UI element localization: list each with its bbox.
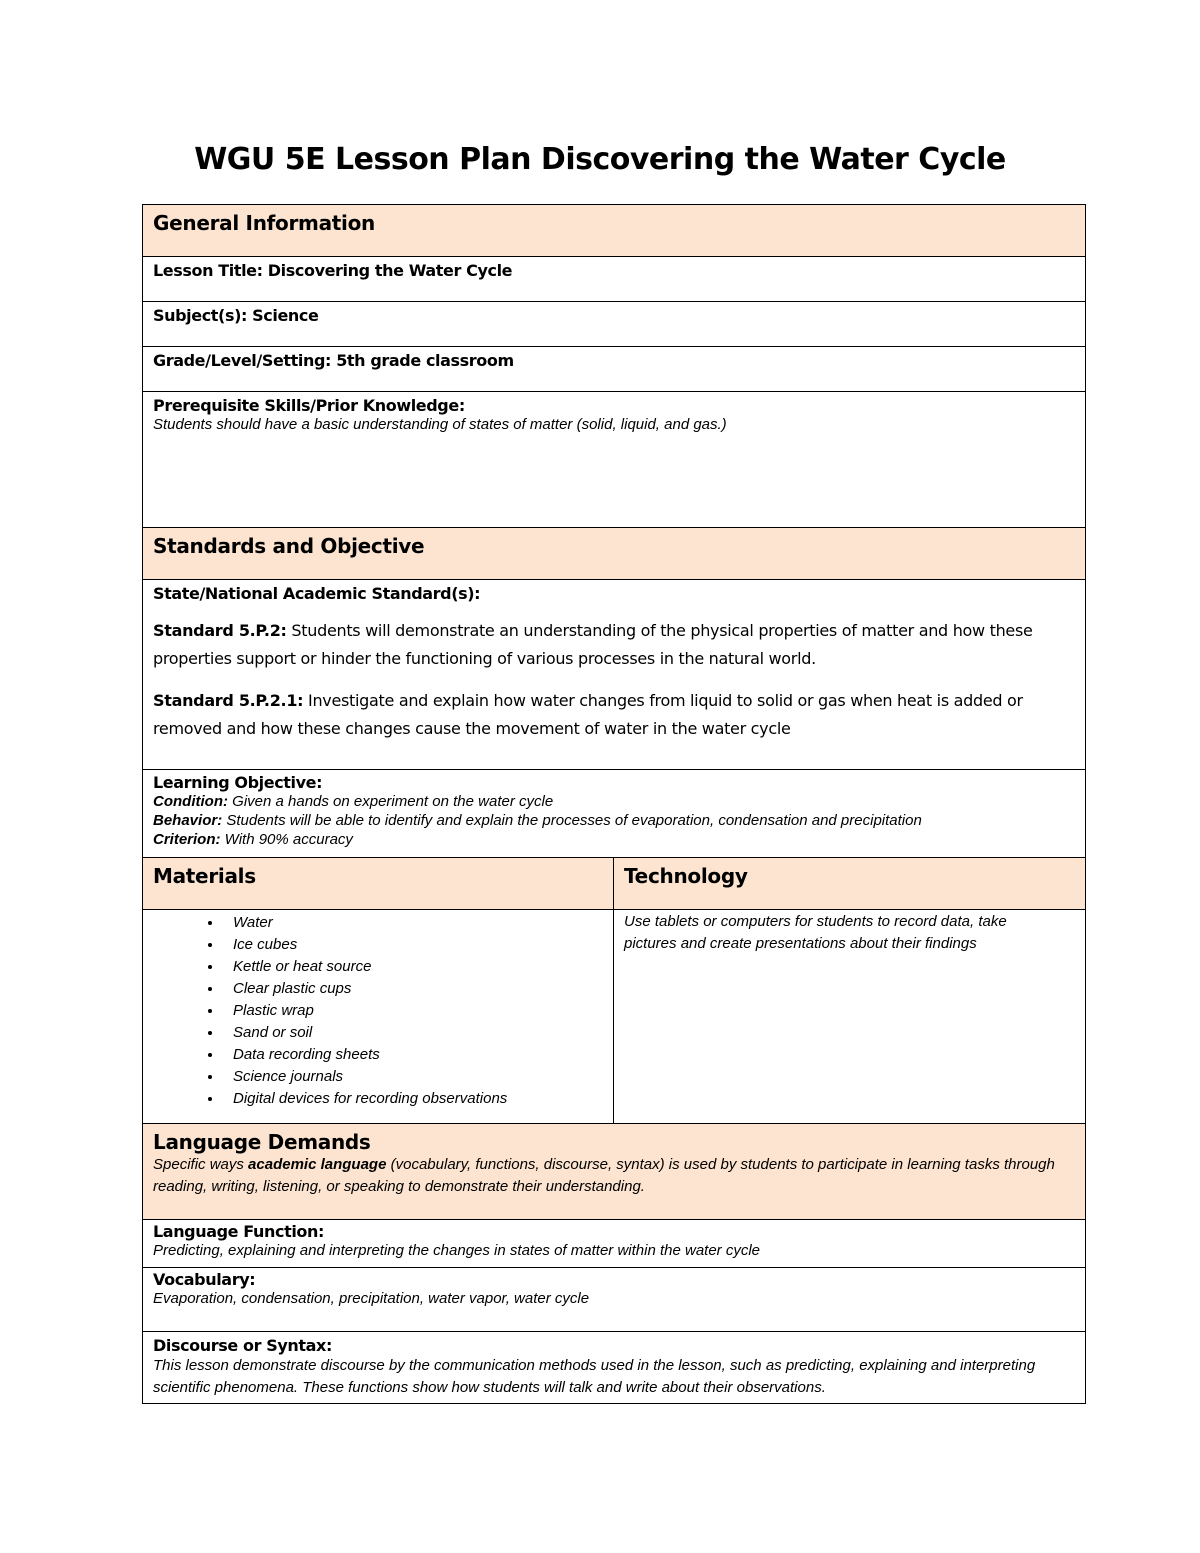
list-item: • Plastic wrap [223, 1000, 603, 1022]
section-heading: Technology [624, 864, 748, 888]
standards-row [142, 579, 1086, 769]
standard-label: Standard 5.P.2: [153, 621, 287, 640]
discourse-row [142, 1331, 1086, 1403]
section-heading: Materials [153, 864, 256, 888]
language-description [153, 1154, 1075, 1198]
condition [153, 792, 1075, 811]
behavior-text: Students will be able to identify and explain the processes of evaporation, condensation and precipitation [222, 812, 922, 829]
language-demands-header [142, 1123, 1086, 1219]
discourse-label: Discourse or Syntax: [153, 1336, 332, 1355]
criterion-label: Criterion: [153, 831, 221, 848]
list-item: • Clear plastic cups [223, 978, 603, 1000]
standard-text: Investigate and explain how water changes from liquid to solid or gas when heat is added or removed and how these changes cause the movement of water in the water cycle [153, 691, 1023, 738]
technology-cell [613, 909, 1086, 1123]
subjects: Subject(s): Science [153, 306, 319, 325]
grade-row [142, 346, 1086, 391]
materials-list [153, 912, 603, 1110]
standard-5p2 [153, 617, 1075, 673]
list-item: • Digital devices for recording observations [223, 1088, 603, 1110]
discourse-text: This lesson demonstrate discourse by the communication methods used in the lesson, such as predicting, explaining and interpreting scientific phenomena. These functions show how students will talk and write about their observations. [153, 1357, 1036, 1396]
desc-text: Specific ways [153, 1156, 249, 1173]
criterion [153, 830, 1075, 849]
section-heading: General Information [153, 211, 375, 235]
prereq-label: Prerequisite Skills/Prior Knowledge: [153, 396, 465, 415]
condition-label: Condition: [153, 793, 228, 810]
behavior-label: Behavior: [153, 812, 223, 829]
materials-header [142, 857, 614, 909]
section-heading: Standards and Objective [153, 534, 425, 558]
vocab-text: Evaporation, condensation, precipitation, water vapor, water cycle [153, 1290, 590, 1307]
vocab-label: Vocabulary: [153, 1270, 256, 1289]
list-item: • Science journals [223, 1066, 603, 1088]
standard-5p21 [153, 687, 1075, 743]
technology-header [613, 857, 1086, 909]
lesson-title-row [142, 256, 1086, 301]
section-heading: Language Demands [153, 1130, 371, 1154]
standard-text: Students will demonstrate an understanding of the physical properties of matter and how these properties support or hinder the functioning of various processes in the natural world. [153, 621, 1033, 668]
document-title: WGU 5E Lesson Plan Discovering the Water Cycle [194, 142, 1006, 177]
objective-label: Learning Objective: [153, 773, 323, 792]
objective-row [142, 769, 1086, 857]
prereq-text: Students should have a basic understanding of states of matter (solid, liquid, and gas.) [153, 416, 727, 433]
function-label: Language Function: [153, 1222, 325, 1241]
list-item: • Ice cubes [223, 934, 603, 956]
general-info-header [142, 204, 1086, 256]
lesson-title: Lesson Title: Discovering the Water Cycle [153, 261, 513, 280]
list-item: • Kettle or heat source [223, 956, 603, 978]
grade: Grade/Level/Setting: 5th grade classroom [153, 351, 514, 370]
condition-text: Given a hands on experiment on the water cycle [227, 793, 554, 810]
list-item: • Water [223, 912, 603, 934]
list-item: • Sand or soil [223, 1022, 603, 1044]
table-bottom-border [142, 1403, 1086, 1404]
desc-bold: academic language [248, 1156, 387, 1173]
prereq-row [142, 391, 1086, 527]
vocabulary-row [142, 1267, 1086, 1331]
subjects-row [142, 301, 1086, 346]
materials-cell [142, 909, 614, 1123]
list-item: • Data recording sheets [223, 1044, 603, 1066]
criterion-text: With 90% accuracy [220, 831, 353, 848]
standard-label: Standard 5.P.2.1: [153, 691, 304, 710]
language-function-row [142, 1219, 1086, 1267]
behavior [153, 811, 1075, 830]
technology-text: Use tablets or computers for students to record data, take pictures and create presentations about their findings [624, 913, 1007, 952]
standards-label: State/National Academic Standard(s): [153, 584, 481, 603]
function-text: Predicting, explaining and interpreting the changes in states of matter within the water cycle [153, 1242, 761, 1259]
desc-text: (vocabulary, functions, discourse, syntax) is used by students to participate in learning tasks through reading, writing, listening, or speaking to demonstrate their understanding. [153, 1156, 1055, 1195]
standards-header [142, 527, 1086, 579]
